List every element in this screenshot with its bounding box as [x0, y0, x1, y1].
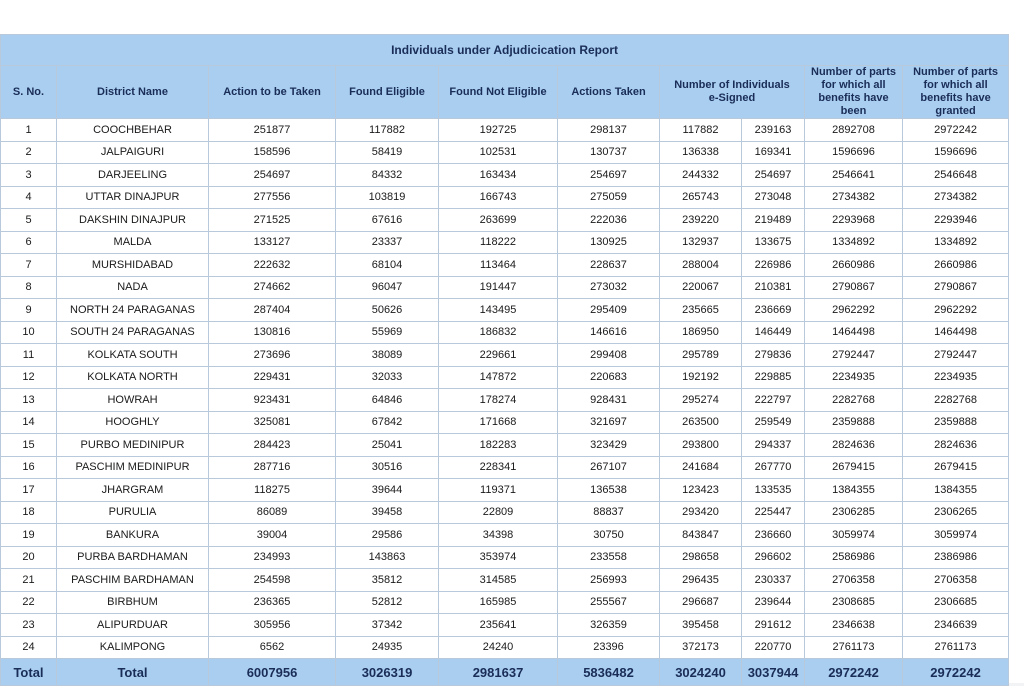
table-row[interactable]	[1, 546, 1009, 569]
cell-esigned-b: 229885	[742, 366, 805, 389]
cell-action-to-be-taken: 236365	[209, 591, 336, 614]
cell-action-to-be-taken: 229431	[209, 366, 336, 389]
cell-found-eligible: 39458	[336, 501, 439, 524]
cell-esigned-b: 219489	[742, 209, 805, 232]
cell-esigned-b: 226986	[742, 254, 805, 277]
cell-sno: 8	[1, 276, 57, 299]
cell-sno: 6	[1, 231, 57, 254]
cell-parts-all-benefits: 2346638	[805, 614, 903, 637]
cell-esigned-a: 295789	[660, 344, 742, 367]
cell-esigned-a: 288004	[660, 254, 742, 277]
cell-action-to-be-taken: 6562	[209, 636, 336, 659]
cell-parts-all-granted: 2792447	[903, 344, 1009, 367]
cell-action-to-be-taken: 158596	[209, 141, 336, 164]
cell-found-not-eligible: 165985	[439, 591, 558, 614]
cell-parts-all-benefits: 2586986	[805, 546, 903, 569]
table-row[interactable]	[1, 569, 1009, 592]
cell-district-name: JHARGRAM	[57, 479, 209, 502]
cell-esigned-a: 235665	[660, 299, 742, 322]
cell-esigned-a: 293420	[660, 501, 742, 524]
cell-found-eligible: 52812	[336, 591, 439, 614]
cell-action-to-be-taken: 273696	[209, 344, 336, 367]
cell-esigned-b: 210381	[742, 276, 805, 299]
cell-esigned-a: 372173	[660, 636, 742, 659]
table-row[interactable]	[1, 389, 1009, 412]
cell-found-not-eligible: 118222	[439, 231, 558, 254]
cell-action-to-be-taken: 274662	[209, 276, 336, 299]
cell-parts-all-granted: 2660986	[903, 254, 1009, 277]
cell-actions-taken: 136538	[558, 479, 660, 502]
cell-parts-all-granted: 2824636	[903, 434, 1009, 457]
table-row[interactable]	[1, 479, 1009, 502]
cell-parts-all-granted: 2972242	[903, 119, 1009, 142]
header-found-not-eligible[interactable]: Found Not Eligible	[439, 66, 558, 119]
cell-parts-all-benefits: 2962292	[805, 299, 903, 322]
cell-esigned-a: 220067	[660, 276, 742, 299]
cell-found-eligible: 67616	[336, 209, 439, 232]
cell-sno: 20	[1, 546, 57, 569]
table-row[interactable]	[1, 366, 1009, 389]
cell-esigned-a: 395458	[660, 614, 742, 637]
cell-parts-all-granted: 2761173	[903, 636, 1009, 659]
table-row[interactable]	[1, 186, 1009, 209]
cell-found-not-eligible: 192725	[439, 119, 558, 142]
cell-action-to-be-taken: 254598	[209, 569, 336, 592]
cell-esigned-b: 222797	[742, 389, 805, 412]
cell-action-to-be-taken: 287404	[209, 299, 336, 322]
header-individuals-esigned[interactable]: Number of Individuals e-Signed	[660, 66, 805, 119]
cell-esigned-b: 236669	[742, 299, 805, 322]
cell-actions-taken: 295409	[558, 299, 660, 322]
cell-actions-taken: 275059	[558, 186, 660, 209]
cell-esigned-a: 298658	[660, 546, 742, 569]
cell-actions-taken: 233558	[558, 546, 660, 569]
cell-parts-all-granted: 2706358	[903, 569, 1009, 592]
cell-parts-all-benefits: 2359888	[805, 411, 903, 434]
cell-esigned-a: 132937	[660, 231, 742, 254]
cell-found-not-eligible: 191447	[439, 276, 558, 299]
table-row[interactable]	[1, 276, 1009, 299]
cell-parts-all-benefits: 2306285	[805, 501, 903, 524]
report-title: Individuals under Adjudicication Report	[1, 35, 1009, 66]
cell-actions-taken: 222036	[558, 209, 660, 232]
total-row	[1, 659, 1009, 686]
cell-parts-all-benefits: 2293968	[805, 209, 903, 232]
cell-district-name: KALIMPONG	[57, 636, 209, 659]
cell-parts-all-granted: 1384355	[903, 479, 1009, 502]
cell-parts-all-granted: 2386986	[903, 546, 1009, 569]
table-row[interactable]	[1, 456, 1009, 479]
cell-found-eligible: 38089	[336, 344, 439, 367]
cell-action-to-be-taken: 284423	[209, 434, 336, 457]
total-parts-all-granted: 2972242	[903, 659, 1009, 686]
cell-esigned-b: 267770	[742, 456, 805, 479]
cell-found-eligible: 55969	[336, 321, 439, 344]
cell-sno: 14	[1, 411, 57, 434]
cell-actions-taken: 30750	[558, 524, 660, 547]
cell-district-name: NADA	[57, 276, 209, 299]
cell-found-not-eligible: 235641	[439, 614, 558, 637]
cell-esigned-b: 259549	[742, 411, 805, 434]
cell-esigned-b: 133675	[742, 231, 805, 254]
cell-esigned-a: 263500	[660, 411, 742, 434]
cell-parts-all-benefits: 2234935	[805, 366, 903, 389]
cell-sno: 12	[1, 366, 57, 389]
cell-found-not-eligible: 228341	[439, 456, 558, 479]
cell-parts-all-benefits: 2282768	[805, 389, 903, 412]
cell-district-name: HOWRAH	[57, 389, 209, 412]
table-row[interactable]	[1, 231, 1009, 254]
table-row[interactable]	[1, 411, 1009, 434]
cell-parts-all-benefits: 2706358	[805, 569, 903, 592]
cell-found-eligible: 30516	[336, 456, 439, 479]
cell-district-name: COOCHBEHAR	[57, 119, 209, 142]
cell-district-name: PASCHIM BARDHAMAN	[57, 569, 209, 592]
cell-esigned-b: 273048	[742, 186, 805, 209]
cell-action-to-be-taken: 271525	[209, 209, 336, 232]
cell-parts-all-granted: 1334892	[903, 231, 1009, 254]
cell-parts-all-granted: 2293946	[903, 209, 1009, 232]
cell-found-not-eligible: 102531	[439, 141, 558, 164]
cell-found-not-eligible: 119371	[439, 479, 558, 502]
cell-action-to-be-taken: 234993	[209, 546, 336, 569]
total-parts-all-benefits: 2972242	[805, 659, 903, 686]
cell-actions-taken: 130925	[558, 231, 660, 254]
cell-parts-all-benefits: 2734382	[805, 186, 903, 209]
cell-action-to-be-taken: 118275	[209, 479, 336, 502]
cell-sno: 5	[1, 209, 57, 232]
table-row[interactable]	[1, 119, 1009, 142]
cell-esigned-b: 239163	[742, 119, 805, 142]
cell-district-name: PASCHIM MEDINIPUR	[57, 456, 209, 479]
cell-found-not-eligible: 22809	[439, 501, 558, 524]
cell-found-eligible: 117882	[336, 119, 439, 142]
cell-esigned-a: 136338	[660, 141, 742, 164]
cell-actions-taken: 299408	[558, 344, 660, 367]
cell-esigned-b: 279836	[742, 344, 805, 367]
cell-sno: 2	[1, 141, 57, 164]
cell-esigned-b: 133535	[742, 479, 805, 502]
cell-found-eligible: 58419	[336, 141, 439, 164]
cell-sno: 24	[1, 636, 57, 659]
cell-district-name: PURBA BARDHAMAN	[57, 546, 209, 569]
cell-district-name: SOUTH 24 PARAGANAS	[57, 321, 209, 344]
cell-parts-all-benefits: 1384355	[805, 479, 903, 502]
cell-actions-taken: 255567	[558, 591, 660, 614]
cell-actions-taken: 273032	[558, 276, 660, 299]
cell-actions-taken: 321697	[558, 411, 660, 434]
table-row[interactable]	[1, 141, 1009, 164]
cell-actions-taken: 298137	[558, 119, 660, 142]
cell-found-eligible: 35812	[336, 569, 439, 592]
cell-district-name: ALIPURDUAR	[57, 614, 209, 637]
cell-found-not-eligible: 263699	[439, 209, 558, 232]
cell-sno: 19	[1, 524, 57, 547]
cell-esigned-a: 117882	[660, 119, 742, 142]
cell-parts-all-granted: 2546648	[903, 164, 1009, 187]
cell-found-eligible: 23337	[336, 231, 439, 254]
cell-actions-taken: 130737	[558, 141, 660, 164]
cell-esigned-b: 220770	[742, 636, 805, 659]
cell-parts-all-benefits: 2761173	[805, 636, 903, 659]
cell-action-to-be-taken: 39004	[209, 524, 336, 547]
table-row[interactable]	[1, 591, 1009, 614]
header-district-name[interactable]: District Name	[57, 66, 209, 119]
table-row[interactable]	[1, 254, 1009, 277]
cell-action-to-be-taken: 251877	[209, 119, 336, 142]
cell-parts-all-granted: 2962292	[903, 299, 1009, 322]
cell-actions-taken: 228637	[558, 254, 660, 277]
cell-esigned-a: 296435	[660, 569, 742, 592]
cell-esigned-a: 186950	[660, 321, 742, 344]
cell-esigned-a: 293800	[660, 434, 742, 457]
cell-actions-taken: 256993	[558, 569, 660, 592]
cell-action-to-be-taken: 287716	[209, 456, 336, 479]
total-action-to-be-taken: 6007956	[209, 659, 336, 686]
cell-found-not-eligible: 147872	[439, 366, 558, 389]
cell-parts-all-benefits: 2660986	[805, 254, 903, 277]
cell-sno: 4	[1, 186, 57, 209]
cell-sno: 23	[1, 614, 57, 637]
cell-parts-all-granted: 2306685	[903, 591, 1009, 614]
cell-action-to-be-taken: 305956	[209, 614, 336, 637]
cell-found-eligible: 25041	[336, 434, 439, 457]
table-row[interactable]	[1, 299, 1009, 322]
cell-parts-all-benefits: 1596696	[805, 141, 903, 164]
cell-parts-all-granted: 2679415	[903, 456, 1009, 479]
cell-actions-taken: 146616	[558, 321, 660, 344]
cell-sno: 17	[1, 479, 57, 502]
cell-actions-taken: 928431	[558, 389, 660, 412]
cell-esigned-b: 225447	[742, 501, 805, 524]
cell-found-not-eligible: 34398	[439, 524, 558, 547]
cell-parts-all-benefits: 1464498	[805, 321, 903, 344]
header-sno[interactable]: S. No.	[1, 66, 57, 119]
cell-found-not-eligible: 143495	[439, 299, 558, 322]
cell-found-not-eligible: 113464	[439, 254, 558, 277]
cell-actions-taken: 23396	[558, 636, 660, 659]
table-row[interactable]	[1, 524, 1009, 547]
cell-action-to-be-taken: 130816	[209, 321, 336, 344]
cell-found-not-eligible: 24240	[439, 636, 558, 659]
table-row[interactable]	[1, 501, 1009, 524]
cell-found-eligible: 84332	[336, 164, 439, 187]
header-found-eligible[interactable]: Found Eligible	[336, 66, 439, 119]
cell-found-eligible: 68104	[336, 254, 439, 277]
cell-parts-all-benefits: 3059974	[805, 524, 903, 547]
header-parts-all-benefits[interactable]: Number of parts for which all benefits have been	[805, 66, 903, 119]
table-row[interactable]	[1, 321, 1009, 344]
cell-district-name: PURULIA	[57, 501, 209, 524]
cell-esigned-a: 123423	[660, 479, 742, 502]
cell-parts-all-benefits: 2790867	[805, 276, 903, 299]
cell-found-eligible: 50626	[336, 299, 439, 322]
total-found-not-eligible: 2981637	[439, 659, 558, 686]
cell-action-to-be-taken: 133127	[209, 231, 336, 254]
cell-district-name: HOOGHLY	[57, 411, 209, 434]
cell-action-to-be-taken: 222632	[209, 254, 336, 277]
cell-district-name: NORTH 24 PARAGANAS	[57, 299, 209, 322]
cell-actions-taken: 326359	[558, 614, 660, 637]
cell-action-to-be-taken: 277556	[209, 186, 336, 209]
cell-parts-all-granted: 2359888	[903, 411, 1009, 434]
cell-esigned-b: 239644	[742, 591, 805, 614]
cell-esigned-b: 146449	[742, 321, 805, 344]
cell-found-not-eligible: 186832	[439, 321, 558, 344]
report-table	[0, 34, 1009, 686]
cell-sno: 16	[1, 456, 57, 479]
cell-found-eligible: 143863	[336, 546, 439, 569]
cell-found-eligible: 103819	[336, 186, 439, 209]
cell-found-eligible: 24935	[336, 636, 439, 659]
cell-esigned-a: 295274	[660, 389, 742, 412]
cell-esigned-a: 244332	[660, 164, 742, 187]
header-parts-all-granted[interactable]: Number of parts for which all benefits have granted	[903, 66, 1009, 119]
cell-parts-all-benefits: 2546641	[805, 164, 903, 187]
cell-found-eligible: 39644	[336, 479, 439, 502]
cell-sno: 15	[1, 434, 57, 457]
header-action-to-be-taken[interactable]: Action to be Taken	[209, 66, 336, 119]
cell-esigned-a: 296687	[660, 591, 742, 614]
cell-esigned-b: 294337	[742, 434, 805, 457]
table-row[interactable]	[1, 434, 1009, 457]
cell-found-eligible: 96047	[336, 276, 439, 299]
cell-district-name: KOLKATA NORTH	[57, 366, 209, 389]
cell-parts-all-granted: 2790867	[903, 276, 1009, 299]
total-esigned-a: 3024240	[660, 659, 742, 686]
cell-esigned-a: 239220	[660, 209, 742, 232]
cell-found-not-eligible: 229661	[439, 344, 558, 367]
cell-sno: 18	[1, 501, 57, 524]
header-actions-taken[interactable]: Actions Taken	[558, 66, 660, 119]
cell-sno: 9	[1, 299, 57, 322]
cell-parts-all-granted: 2234935	[903, 366, 1009, 389]
cell-sno: 13	[1, 389, 57, 412]
cell-parts-all-granted: 2734382	[903, 186, 1009, 209]
cell-sno: 3	[1, 164, 57, 187]
cell-actions-taken: 88837	[558, 501, 660, 524]
cell-found-eligible: 37342	[336, 614, 439, 637]
cell-found-not-eligible: 163434	[439, 164, 558, 187]
cell-sno: 11	[1, 344, 57, 367]
cell-district-name: MURSHIDABAD	[57, 254, 209, 277]
cell-actions-taken: 267107	[558, 456, 660, 479]
table-row[interactable]	[1, 209, 1009, 232]
cell-parts-all-granted: 1596696	[903, 141, 1009, 164]
cell-sno: 10	[1, 321, 57, 344]
cell-action-to-be-taken: 86089	[209, 501, 336, 524]
cell-parts-all-granted: 1464498	[903, 321, 1009, 344]
cell-parts-all-granted: 2306265	[903, 501, 1009, 524]
total-esigned-b: 3037944	[742, 659, 805, 686]
cell-found-eligible: 32033	[336, 366, 439, 389]
cell-parts-all-granted: 2282768	[903, 389, 1009, 412]
cell-found-eligible: 29586	[336, 524, 439, 547]
cell-parts-all-benefits: 2792447	[805, 344, 903, 367]
cell-district-name: PURBO MEDINIPUR	[57, 434, 209, 457]
cell-esigned-b: 296602	[742, 546, 805, 569]
cell-esigned-a: 265743	[660, 186, 742, 209]
cell-found-not-eligible: 353974	[439, 546, 558, 569]
cell-parts-all-benefits: 2308685	[805, 591, 903, 614]
cell-found-not-eligible: 171668	[439, 411, 558, 434]
adjudication-report	[0, 34, 1008, 686]
cell-district-name: DARJEELING	[57, 164, 209, 187]
cell-found-not-eligible: 166743	[439, 186, 558, 209]
cell-district-name: JALPAIGURI	[57, 141, 209, 164]
cell-action-to-be-taken: 254697	[209, 164, 336, 187]
cell-esigned-a: 241684	[660, 456, 742, 479]
cell-action-to-be-taken: 923431	[209, 389, 336, 412]
table-row[interactable]	[1, 344, 1009, 367]
report-body	[1, 119, 1009, 659]
cell-district-name: BANKURA	[57, 524, 209, 547]
cell-sno: 22	[1, 591, 57, 614]
cell-found-eligible: 67842	[336, 411, 439, 434]
cell-actions-taken: 254697	[558, 164, 660, 187]
total-actions-taken: 5836482	[558, 659, 660, 686]
cell-actions-taken: 220683	[558, 366, 660, 389]
cell-esigned-b: 236660	[742, 524, 805, 547]
cell-parts-all-benefits: 2824636	[805, 434, 903, 457]
cell-found-not-eligible: 314585	[439, 569, 558, 592]
cell-esigned-b: 254697	[742, 164, 805, 187]
cell-esigned-a: 192192	[660, 366, 742, 389]
total-name: Total	[57, 659, 209, 686]
cell-district-name: MALDA	[57, 231, 209, 254]
cell-sno: 7	[1, 254, 57, 277]
cell-action-to-be-taken: 325081	[209, 411, 336, 434]
cell-sno: 21	[1, 569, 57, 592]
table-row[interactable]	[1, 164, 1009, 187]
total-found-eligible: 3026319	[336, 659, 439, 686]
cell-parts-all-benefits: 2892708	[805, 119, 903, 142]
total-label: Total	[1, 659, 57, 686]
cell-found-eligible: 64846	[336, 389, 439, 412]
cell-district-name: KOLKATA SOUTH	[57, 344, 209, 367]
table-row[interactable]	[1, 636, 1009, 659]
cell-found-not-eligible: 178274	[439, 389, 558, 412]
cell-found-not-eligible: 182283	[439, 434, 558, 457]
cell-parts-all-benefits: 1334892	[805, 231, 903, 254]
cell-parts-all-granted: 3059974	[903, 524, 1009, 547]
cell-esigned-b: 291612	[742, 614, 805, 637]
cell-esigned-a: 843847	[660, 524, 742, 547]
cell-esigned-b: 169341	[742, 141, 805, 164]
cell-sno: 1	[1, 119, 57, 142]
cell-parts-all-granted: 2346639	[903, 614, 1009, 637]
cell-esigned-b: 230337	[742, 569, 805, 592]
table-row[interactable]	[1, 614, 1009, 637]
cell-district-name: UTTAR DINAJPUR	[57, 186, 209, 209]
cell-district-name: DAKSHIN DINAJPUR	[57, 209, 209, 232]
cell-parts-all-benefits: 2679415	[805, 456, 903, 479]
cell-district-name: BIRBHUM	[57, 591, 209, 614]
cell-actions-taken: 323429	[558, 434, 660, 457]
